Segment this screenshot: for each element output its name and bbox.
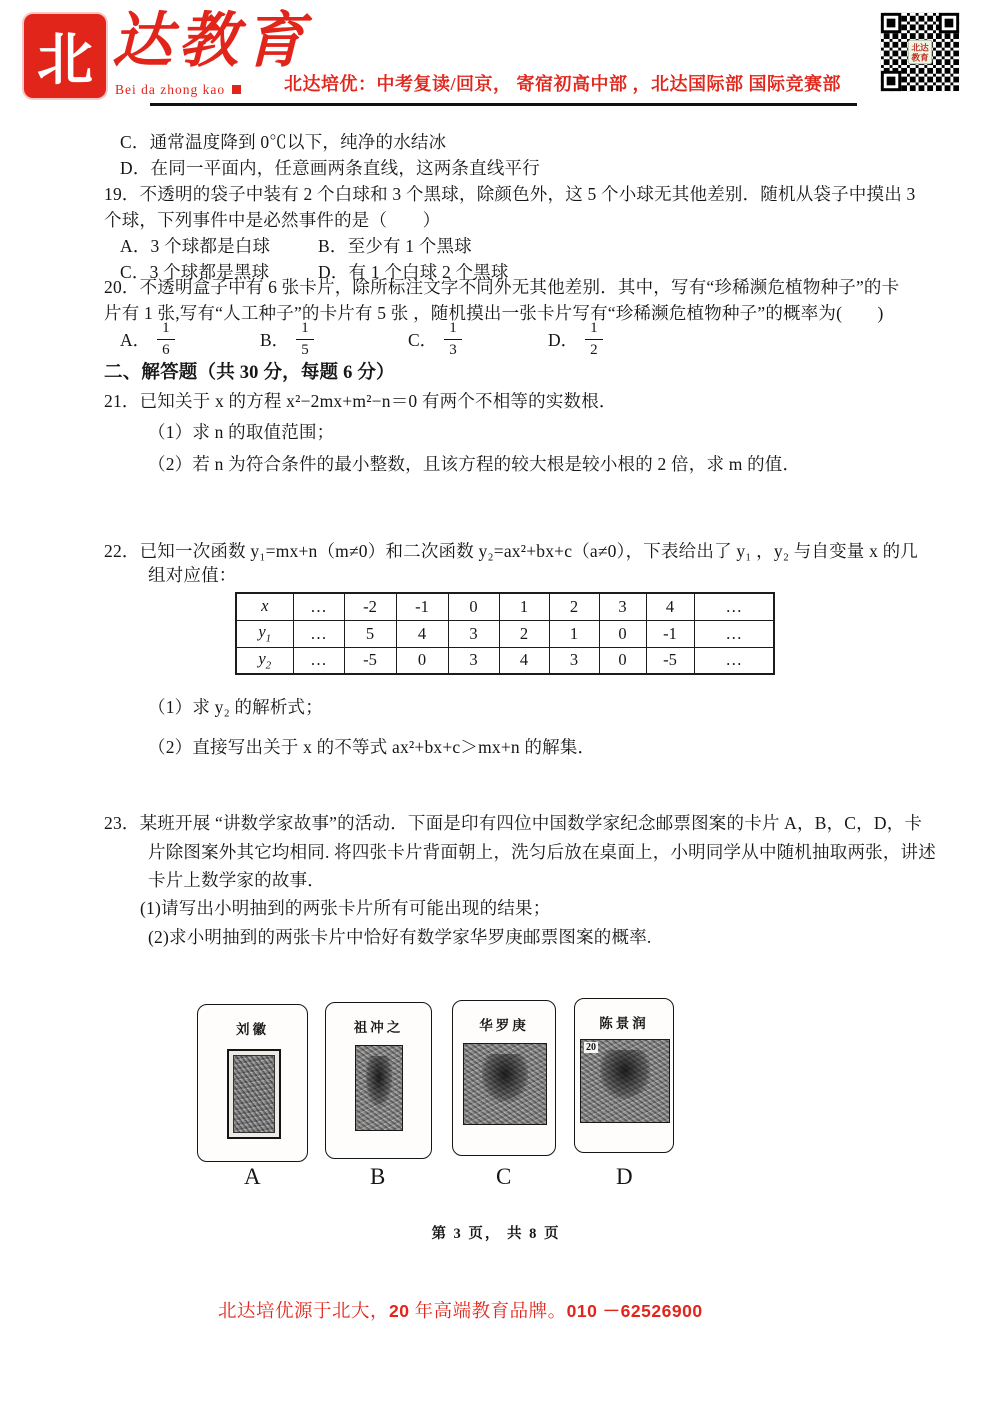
card-a-liuhui — [197, 1004, 308, 1162]
card-c-hualuogeng — [452, 1000, 556, 1156]
qr-center-text-2: 教育 — [911, 52, 929, 63]
q21-part2: （2）若 n 为符合条件的最小整数，且该方程的较大根是较小根的 2 倍，求 m 的值． — [148, 454, 801, 474]
q20-line2: 片有 1 张,写有“人工种子”的卡片有 5 张 ，随机摸出一张卡片写有“珍稀濒危植物种子”的概率为( ) — [104, 303, 884, 323]
table-row-y2: $y_2$ … -5 0 3 4 3 0 -5 … — [236, 647, 774, 674]
table-row-y1: $y_1$ … 5 4 3 2 1 0 -1 … — [236, 620, 774, 647]
card-label-a: A — [244, 1164, 262, 1189]
fraction: $\frac{1}{3}$ — [444, 320, 462, 358]
q20-option-c: C． $\frac{1}{3}$ — [408, 320, 462, 358]
card-label-b: B — [370, 1164, 387, 1189]
qr-center-text-1: 北达 — [911, 42, 929, 53]
q20-line1: 20．不透明盒子中有 6 张卡片，除所标注文字不同外无其他差别．其中，写有“珍稀濒危植物种子”的卡 — [104, 277, 900, 297]
section2-heading: 二、解答题（共 30 分，每题 6 分） — [104, 363, 395, 383]
brand-logo-subtitle: Bei da zhong kao — [115, 82, 241, 98]
q22-part1: （1）求 y₂ 的解析式； — [148, 697, 323, 717]
q19-line2: 个球，下列事件中是必然事件的是（ ） — [104, 210, 441, 230]
qr-finder-topright — [939, 13, 959, 33]
qr-finder-bottomleft — [881, 71, 901, 91]
header-tagline: 北达培优：中考复读/回京， 寄宿初高中部 ，北达国际部 国际竞赛部 — [284, 74, 841, 94]
card-label-c: C — [496, 1164, 513, 1189]
q19-option-d: D．有 1 个白球 2 个黑球 — [318, 262, 509, 282]
stamp-image — [580, 1039, 670, 1123]
fraction: $\frac{1}{6}$ — [157, 320, 175, 358]
q23-part1: (1)请写出小明抽到的两张卡片所有可能出现的结果； — [140, 898, 551, 918]
card-b-zuchongzhi — [325, 1002, 432, 1159]
q23-line3: 卡片上数学家的故事． — [148, 870, 325, 890]
seal-character: 北 — [37, 30, 93, 92]
card-d-chenjingrun — [574, 998, 674, 1153]
row-header-y1: $y_1$ — [236, 620, 293, 647]
q22-line2: 组对应值： — [148, 565, 237, 585]
qr-finder-topleft — [881, 13, 901, 33]
q19-option-a: A．3 个球都是白球 — [120, 236, 271, 256]
stamp-image — [355, 1045, 403, 1131]
footer-phone: 010 －62526900 — [566, 1301, 703, 1321]
q20-option-b: B． $\frac{1}{5}$ — [260, 320, 314, 358]
row-header-x: x — [236, 593, 293, 620]
page-number: 第 3 页， 共 8 页 — [431, 1226, 561, 1242]
qr-code-icon — [878, 8, 962, 101]
q18-option-c: C．通常温度降到 0℃以下，纯净的水结冰 — [120, 132, 447, 152]
red-square-icon — [232, 85, 241, 94]
q19-option-c: C．3 个球都是黑球 — [120, 262, 270, 282]
card-title: 刘徽 — [236, 1022, 269, 1037]
card-label-d: D — [616, 1164, 634, 1189]
fraction: $\frac{1}{2}$ — [585, 320, 603, 358]
q20-option-d: D． $\frac{1}{2}$ — [548, 320, 603, 358]
q19-line1: 19．不透明的袋子中装有 2 个白球和 3 个黑球，除颜色外，这 5 个小球无其他差别．随机从袋子中摸出 3 — [104, 184, 916, 204]
q23-part2: (2)求小明抽到的两张卡片中恰好有数学家华罗庚邮票图案的概率. — [148, 927, 652, 947]
brand-seal-logo — [24, 14, 106, 98]
stamp-denomination: 20 — [586, 1042, 596, 1053]
footer-slogan: 北达培优源于北大，20 年高端教育品牌。010 －62526900 — [218, 1301, 703, 1322]
stamp-image — [463, 1043, 547, 1125]
q23-line2: 片除图案外其它均相同. 将四张卡片背面朝上，洗匀后放在桌面上，小明同学从中随机抽取两张，讲述 — [148, 842, 936, 862]
q23-line1: 23．某班开展 “讲数学家故事”的活动．下面是印有四位中国数学家纪念邮票图案的卡片 A，B，C，D，卡 — [104, 813, 923, 833]
fraction: $\frac{1}{5}$ — [296, 320, 314, 358]
q21-line1: 21．已知关于 x 的方程 x²−2mx+m²−n＝0 有两个不相等的实数根． — [104, 391, 617, 411]
brand-logo-script: 达教育 — [112, 8, 310, 74]
card-title: 华罗庚 — [479, 1018, 529, 1033]
q18-option-d: D．在同一平面内，任意画两条直线，这两条直线平行 — [120, 158, 540, 178]
table-row-x: x … -2 -1 0 1 2 3 4 … — [236, 593, 774, 620]
card-title: 陈景润 — [599, 1016, 649, 1031]
q22-part2: （2）直接写出关于 x 的不等式 ax²+bx+c＞mx+n 的解集． — [148, 737, 596, 757]
stamp-image — [227, 1049, 281, 1139]
q22-value-table — [235, 592, 775, 675]
q21-part1: （1）求 n 的取值范围； — [148, 422, 335, 442]
q19-option-b: B．至少有 1 个黑球 — [318, 236, 472, 256]
header-divider — [150, 103, 857, 106]
card-title: 祖冲之 — [353, 1020, 404, 1035]
row-header-y2: $y_2$ — [236, 647, 293, 674]
q22-line1: 22．已知一次函数 y₁=mx+n（m≠0）和二次函数 y₂=ax²+bx+c（a≠0），下表给出了 y₁ ，y₂ 与自变量 x 的几 — [104, 541, 919, 561]
q20-option-a: A． $\frac{1}{6}$ — [120, 320, 175, 358]
